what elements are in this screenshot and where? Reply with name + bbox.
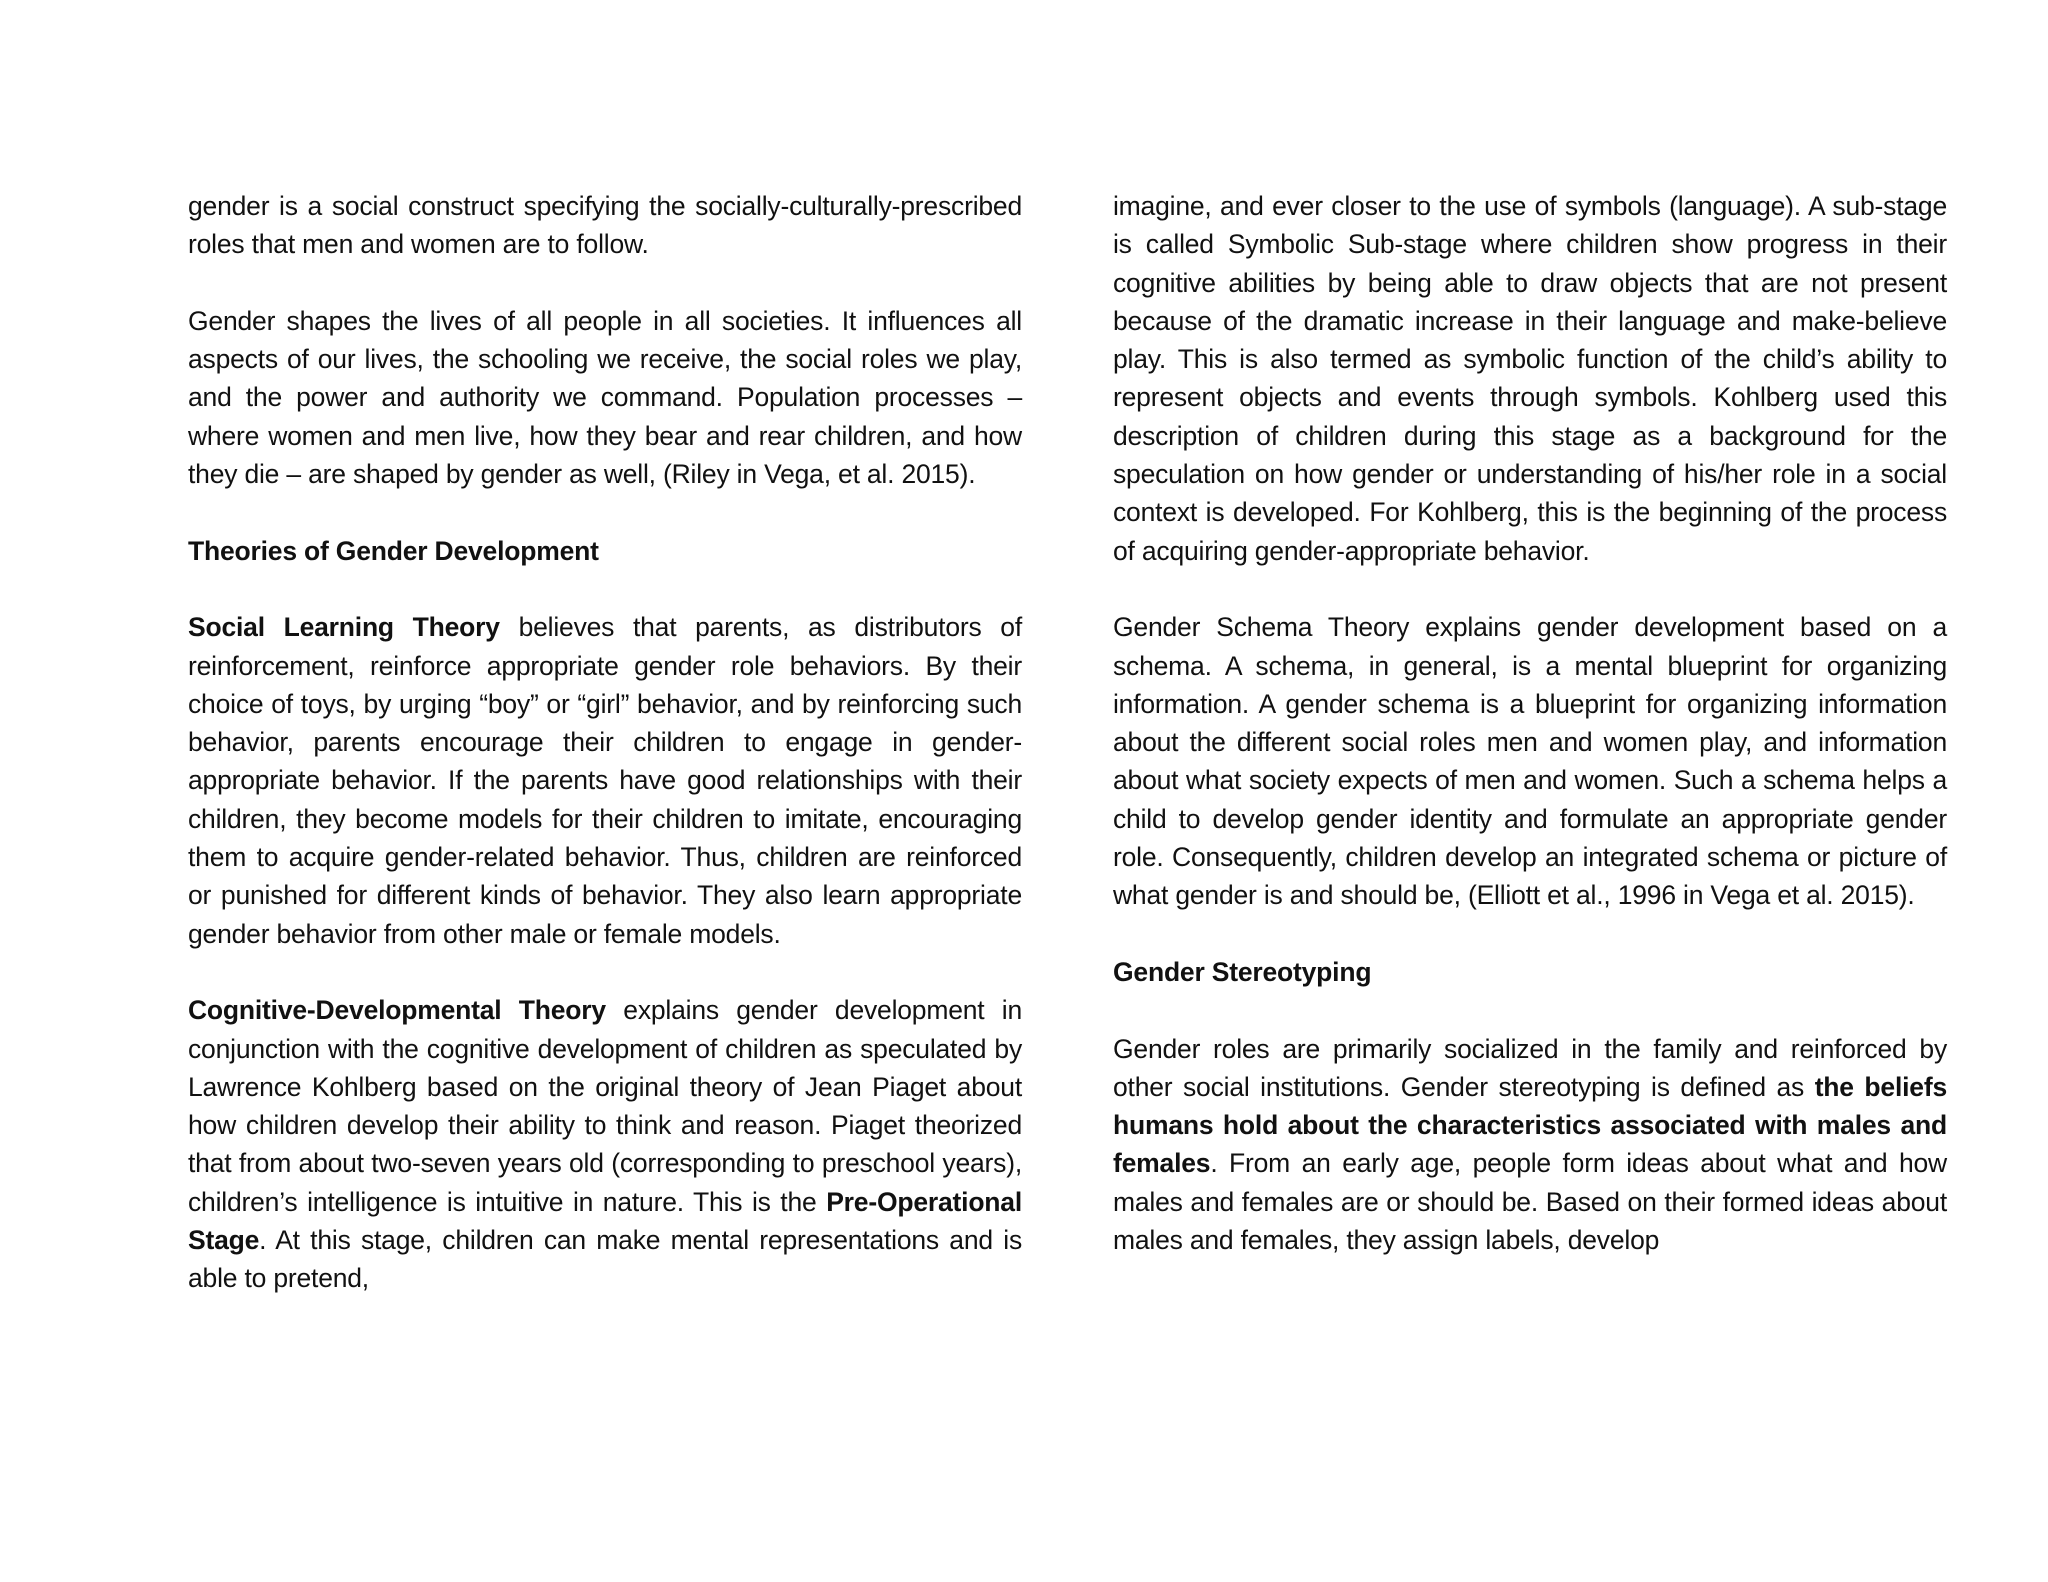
paragraph-cognitive-developmental-theory [188,991,1022,1297]
paragraph-social-learning-theory [188,608,1022,953]
paragraph-symbolic-substage: imagine, and ever closer to the use of symbols (language). A sub-stage is called Symbolic Sub-stage where children show progress in their cognitive abilities by being able to draw objects that are not present because of the dramatic increase in their language and make-believe play. This is also termed as symbolic function of the child’s ability to represent objects and events through symbols. Kohlberg used this description of children during this stage as a background for the speculation on how gender or understanding of his/her role in a social context is developed. For Kohlberg, this is the beginning of the process of acquiring gender-appropriate behavior. [1113,191,1947,566]
paragraph-gender-stereotyping [1113,1030,1947,1260]
text-gender-stereotyping-1: Gender roles are primarily socialized in the family and reinforced by other social institutions. Gender stereotyping is defined as [1113,1033,1947,1102]
term-pre-operational-stage: Pre-Operational Stage [188,1186,1022,1256]
text-cognitive-developmental-2: . At this stage, children can make mental representations and is able to pretend, [188,1225,1022,1294]
left-column [188,187,1022,1336]
heading-theories-of-gender-development: Theories of Gender Development [188,535,599,566]
paragraph-gender-construct: gender is a social construct specifying the socially-culturally-prescribed roles that men and women are to follow. [188,191,1022,260]
right-column [1113,187,1947,1298]
text-social-learning-theory: believes that parents, as distributors of reinforcement, reinforce appropriate gender role behaviors. By their choice of toys, by urging “boy” or “girl” behavior, and by reinforcing such behavior, parents encourage their children to engage in gender-appropriate behavior. If the parents have good relationships with their children, they become models for their children to imitate, encouraging them to acquire gender-related behavior. Thus, children are reinforced or punished for different kinds of behavior. They also learn appropriate gender behavior from other male or female models. [188,612,1023,949]
paragraph-gender-schema-theory: Gender Schema Theory explains gender development based on a schema. A schema, in general, is a mental blueprint for organizing information. A gender schema is a blueprint for organizing information about the different social roles men and women play, and information about what society expects of men and women. Such a schema helps a child to develop gender identity and formulate an appropriate gender role. Consequently, children develop an integrated schema or picture of what gender is and should be, (Elliott et al., 1996 in Vega et al. 2015). [1113,612,1947,911]
heading-gender-stereotyping: Gender Stereotyping [1113,956,1372,987]
paragraph-gender-shapes: Gender shapes the lives of all people in all societies. It influences all aspects of our lives, the schooling we receive, the social roles we play, and the power and authority we command. Population processes – where women and men live, how they bear and rear children, and how they die – are shaped by gender as well, (Riley in Vega, et al. 2015). [188,305,1022,490]
term-cognitive-developmental-theory: Cognitive-Developmental Theory [188,995,606,1026]
text-cognitive-developmental-1: explains gender development in conjunction with the cognitive development of children as speculated by Lawrence Kohlberg based on the original theory of Jean Piaget about how children develop their ability to think and reason. Piaget theorized that from about two-seven years old (corresponding to preschool years), children’s intelligence is intuitive in nature. This is the [188,995,1023,1217]
text-gender-stereotyping-2: . From an early age, people form ideas about what and how males and females are or should be. Based on their formed ideas about males and females, they assign labels, develop [1113,1148,1947,1256]
term-social-learning-theory: Social Learning Theory [188,612,500,643]
definition-gender-stereotyping: the beliefs humans hold about the characteristics associated with males and females [1113,1071,1947,1179]
